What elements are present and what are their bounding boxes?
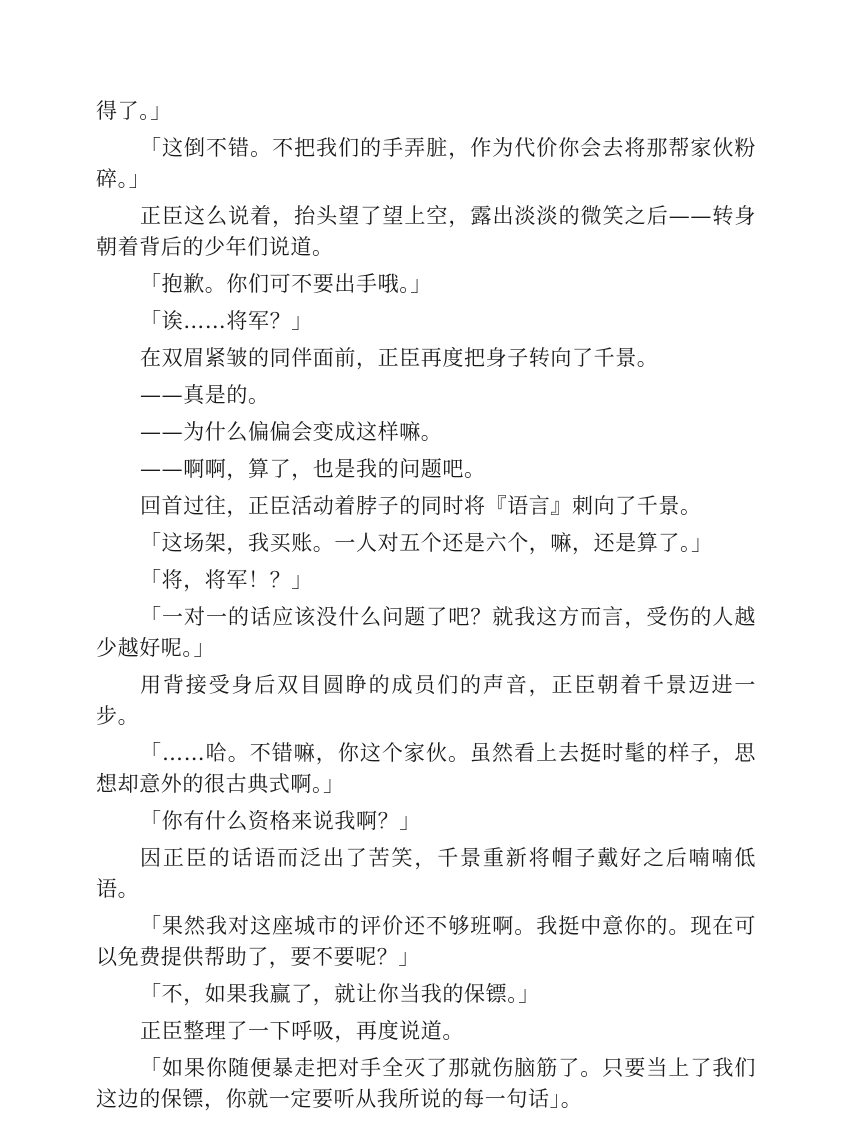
paragraph-2: 「这倒不错。不把我们的手弄脏，作为代价你会去将那帮家伙粉碎。」 <box>96 136 756 191</box>
paragraph-8: ——为什么偏偏会变成这样嘛。 <box>140 420 443 444</box>
paragraph-16: 「你有什么资格来说我啊？」 <box>140 809 421 833</box>
paragraph-18: 「果然我对这座城市的评价还不够班啊。我挺中意你的。现在可以免费提供帮助了，要不要呢？」 <box>96 914 756 969</box>
paragraph-1: 得了。」 <box>96 99 172 123</box>
paragraph-12: 「将，将军！？」 <box>140 568 313 592</box>
paragraph-5: 「诶……将军？」 <box>140 309 313 333</box>
paragraph-14: 用背接受身后双目圆睁的成员们的声音，正臣朝着千景迈进一步。 <box>96 673 756 728</box>
paragraph-17: 因正臣的话语而泛出了苦笑，千景重新将帽子戴好之后喃喃低语。 <box>96 846 756 901</box>
paragraph-19: 「不，如果我赢了，就让你当我的保镖。」 <box>140 982 540 1006</box>
paragraph-11: 「这场架，我买账。一人对五个还是六个，嘛，还是算了。」 <box>140 531 713 555</box>
paragraph-9: ——啊啊，算了，也是我的问题吧。 <box>140 457 486 481</box>
paragraph-10: 回首过往，正臣活动着脖子的同时将『语言』刺向了千景。 <box>140 494 702 518</box>
paragraph-21: 「如果你随便暴走把对手全灭了那就伤脑筋了。只要当上了我们这边的保镖，你就一定要听从我所说的每一句话」。 <box>96 1056 756 1111</box>
paragraph-20: 正臣整理了一下呼吸，再度说道。 <box>140 1019 464 1043</box>
paragraph-15: 「……哈。不错嘛，你这个家伙。虽然看上去挺时髦的样子，思想却意外的很古典式啊。」 <box>96 741 756 796</box>
paragraph-7: ——真是的。 <box>140 383 270 407</box>
paragraph-3: 正臣这么说着，抬头望了望上空，露出淡淡的微笑之后——转身朝着背后的少年们说道。 <box>96 204 756 259</box>
document-body <box>96 96 756 1121</box>
paragraph-6: 在双眉紧皱的同伴面前，正臣再度把身子转向了千景。 <box>140 346 659 370</box>
paragraph-13: 「一对一的话应该没什么问题了吧？就我这方而言，受伤的人越少越好呢。」 <box>96 605 756 660</box>
paragraph-4: 「抱歉。你们可不要出手哦。」 <box>140 272 432 296</box>
